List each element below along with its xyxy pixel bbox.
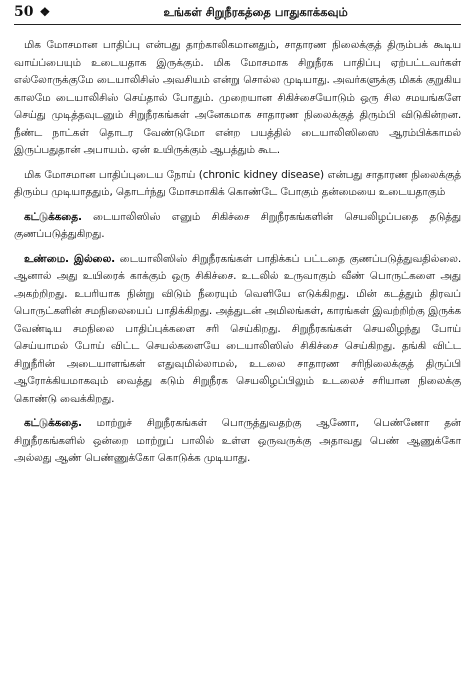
paragraph-text: மாற்றுச் சிறுநீரகங்கள் பொருத்துவதற்கு ஆணோ, பெண்ணோ தன் சிறுநீரகங்களில் ஒன்றை மாற்றுப் பாலில் உள்ள ஒருவருக்கு அதாவது பெண் ஆணுக்கோ அல்லது ஆண் பெண்ணுக்கோ கொடுக்க முடியாது. — [14, 417, 461, 464]
page-body — [14, 37, 461, 468]
page-number: 50 — [14, 4, 34, 20]
running-title: உங்கள் சிறுநீரகத்தை பாதுகாக்கவும் — [163, 5, 348, 19]
paragraph-myth-2 — [14, 415, 461, 468]
fact-label: உண்மை. இல்லை. — [24, 252, 115, 265]
running-header — [14, 4, 461, 25]
paragraph-severe-injury — [14, 37, 461, 160]
paragraph-myth-1 — [14, 209, 461, 244]
myth-label: கட்டுக்கதை. — [24, 417, 82, 429]
myth-label: கட்டுக்கதை. — [24, 210, 82, 223]
paragraph-chronic-disease — [14, 167, 461, 202]
paragraph-text: மிக மோசமான பாதிப்புடைய நோய் (chronic kidney disease) என்பது சாதாரண நிலைக்குத் திரும்ப முடியாததும், தொடர்ந்து மோசமாகிக் கொண்டே போகும் தன்மையை உடையதாகும் — [14, 168, 461, 198]
paragraph-fact-1 — [14, 251, 461, 409]
paragraph-text: டையாலிஸிஸ் எனும் சிகிச்சை சிறுநீரகங்களின் செயலிழப்பதை தடுத்து குணப்படுத்துகிறது. — [14, 210, 461, 240]
paragraph-text: மிக மோசமான பாதிப்பு என்பது தாற்காலிகமானதும், சாதாரண நிலைக்குத் திரும்பக் கூடிய வாய்ப்பையும் உடையதாக இருக்கும். மிக மோசமாக சிறுநீரக பாதிப்பு ஏற்பட்டவர்கள் எல்லோருக்குமே டையாலிசிஸ் அவசியம் என்று சொல்ல முடியாது. அவர்களுக்கு மிகக் குறுகிய காலமே டையாலிசிஸ் செய்தால் போதும். முறையான சிகிச்சையோடும் ஒரு சில சமயங்களே செய்து முடித்தவுடனும் சிறுநீரகங்கள் அனேகமாக சாதாரண நிலைக்குத் திரும்பி விடுகின்றன. நீண்ட நாட்கள் தொடர வேண்டுமோ என்ற பயத்தில் டையாலிஸிஸை ஆரம்பிக்காமல் இருப்பதுதான் அபாயம். ஏன் உயிருக்கும் ஆபத்தும் கூட. — [14, 39, 461, 156]
paragraph-text: டையாலிஸிஸ் சிறுநீரகங்கள் பாதிக்கப் பட்டதை குணப்படுத்துவதில்லை. ஆனால் அது உயிரைக் காக்கும் ஒரு சிகிச்சை. உடலில் உருவாகும் வீண் பொருட்களை அது அகற்றிறது. உபரியாக நின்று விடும் நீரையும் வெளியே எடுக்கிறது. மின் கடத்தும் திரவப் பொருட்களின் சமநிலையைப் பாதிக்கிறது. அத்துடன் அமிலங்கள், காரங்கள் இவற்றிற்கு இருக்க வேண்டிய சமநிலை பாதிப்புக்களை சரி செய்கிறது. சிறுநீரகங்கள் செயலிழந்து போய் செய்யாமல் போய் விட்ட செயல்களையே டையாலிஸிஸ் சிகிச்சை செய்கிறது. தங்கி விட்ட சிறுநீரின் அடையாளங்கள் எதுவுமில்லாமல், உடலை சாதாரண சரிநிலைக்குத் திருப்பி ஆரோக்கியமாகவும் வைத்து கடும் சிறுநீரக செயலிழப்பிலும் உடலைச் சரியான நிலைக்கு கொண்டு வைக்கிறது. — [14, 252, 461, 405]
diamond-ornament-icon: ❖ — [39, 5, 51, 19]
